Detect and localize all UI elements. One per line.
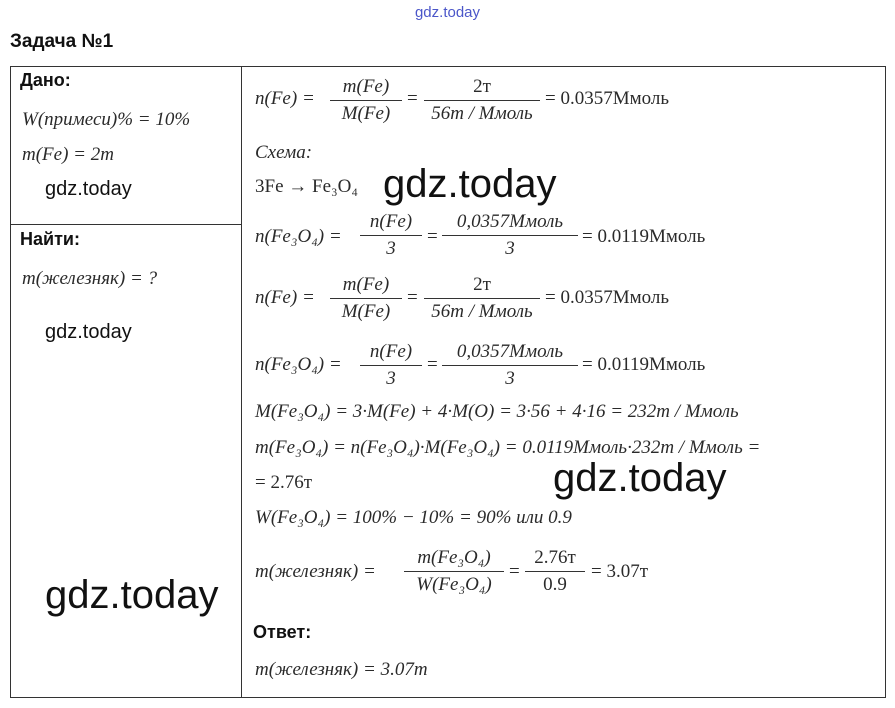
find-header: Найти:	[20, 229, 80, 249]
eq4-frac1	[330, 272, 402, 325]
eq9-frac2-num: 2.76т	[534, 547, 576, 568]
eq3-frac2-den: 3	[505, 238, 515, 259]
eq5-rhs: = 0.0119Mмоль	[582, 354, 706, 375]
eq9-frac1-num: m(Fe₃O₄)	[417, 547, 491, 568]
eq9-frac2-den: 0.9	[543, 574, 567, 595]
eq9-eq: =	[509, 561, 520, 582]
eq4-eq: =	[407, 287, 418, 308]
answer-header: Ответ:	[253, 622, 312, 642]
eq9-lhs: m(железняк) =	[255, 561, 376, 582]
eq1-frac1-den: M(Fe)	[341, 103, 391, 124]
eq4-frac2-den: 56т / Mмоль	[431, 301, 533, 322]
eq4-frac1-num: m(Fe)	[342, 274, 390, 295]
eq5-frac2-num: 0,0357Mмоль	[456, 341, 564, 362]
column-divider	[241, 66, 242, 698]
scheme-label: Схема:	[255, 142, 313, 163]
eq8: W(Fe₃O₄) = 100% − 10% = 90% или 0.9	[255, 507, 572, 528]
eq1-frac2	[424, 74, 540, 127]
given-header: Дано:	[20, 70, 71, 90]
eq1-frac1-num: m(Fe)	[342, 76, 390, 97]
eq7a: m(Fe₃O₄) = n(Fe₃O₄)·M(Fe₃O₄) = 0.0119Mмоль·232т / Mмоль =	[255, 437, 761, 458]
given-mass-fe: m(Fe) = 2т	[22, 144, 114, 165]
eq3-eq: =	[427, 226, 438, 247]
eq1-frac2-den: 56т / Mмоль	[431, 103, 533, 124]
eq5-frac1	[360, 339, 422, 392]
eq5-frac1-den: 3	[386, 368, 396, 389]
eq6: M(Fe₃O₄) = 3·M(Fe) + 4·M(O) = 3·56 + 4·16 = 232т / Mмоль	[255, 401, 739, 422]
eq7b: = 2.76т	[255, 472, 313, 493]
watermark: gdz.today	[45, 178, 132, 200]
watermark: gdz.today	[383, 162, 557, 206]
site-header-link[interactable]: gdz.today	[414, 4, 481, 21]
answer-value: m(железняк) = 3.07т	[255, 659, 428, 680]
task-title: Задача №1	[10, 31, 114, 52]
eq3-frac2	[442, 209, 578, 262]
eq1-frac2-num: 2т	[473, 76, 491, 97]
eq9-frac2	[525, 545, 585, 598]
eq3-lhs: n(Fe₃O₄) =	[255, 226, 342, 247]
eq1-frac1	[330, 74, 402, 127]
eq3-rhs: = 0.0119Mмоль	[582, 226, 706, 247]
watermark: gdz.today	[45, 573, 219, 617]
eq5-lhs: n(Fe₃O₄) =	[255, 354, 342, 375]
eq1-eq: =	[407, 88, 418, 109]
watermark: gdz.today	[45, 321, 132, 343]
eq1-lhs: n(Fe) =	[255, 88, 315, 109]
scheme-reaction: 3Fe → Fe₃O₄	[255, 176, 358, 197]
eq4-frac2-num: 2т	[473, 274, 491, 295]
eq4-lhs: n(Fe) =	[255, 287, 315, 308]
eq3-frac2-num: 0,0357Mмоль	[456, 211, 564, 232]
eq1-rhs: = 0.0357Mмоль	[545, 88, 670, 109]
eq3-frac1-num: n(Fe)	[369, 211, 413, 232]
eq5-frac2	[442, 339, 578, 392]
eq4-frac1-den: M(Fe)	[341, 301, 391, 322]
watermark: gdz.today	[553, 456, 727, 500]
eq3-frac1-den: 3	[386, 238, 396, 259]
find-target: m(железняк) = ?	[22, 268, 158, 289]
row-divider	[10, 224, 241, 225]
eq9-rhs: = 3.07т	[591, 561, 649, 582]
eq9-frac1-den: W(Fe₃O₄)	[416, 574, 492, 595]
eq4-frac2	[424, 272, 540, 325]
eq5-frac1-num: n(Fe)	[369, 341, 413, 362]
given-impurity: W(примеси)% = 10%	[22, 109, 191, 130]
eq4-rhs: = 0.0357Mмоль	[545, 287, 670, 308]
eq5-frac2-den: 3	[505, 368, 515, 389]
eq5-eq: =	[427, 354, 438, 375]
eq3-frac1	[360, 209, 422, 262]
eq9-frac1	[404, 545, 504, 598]
